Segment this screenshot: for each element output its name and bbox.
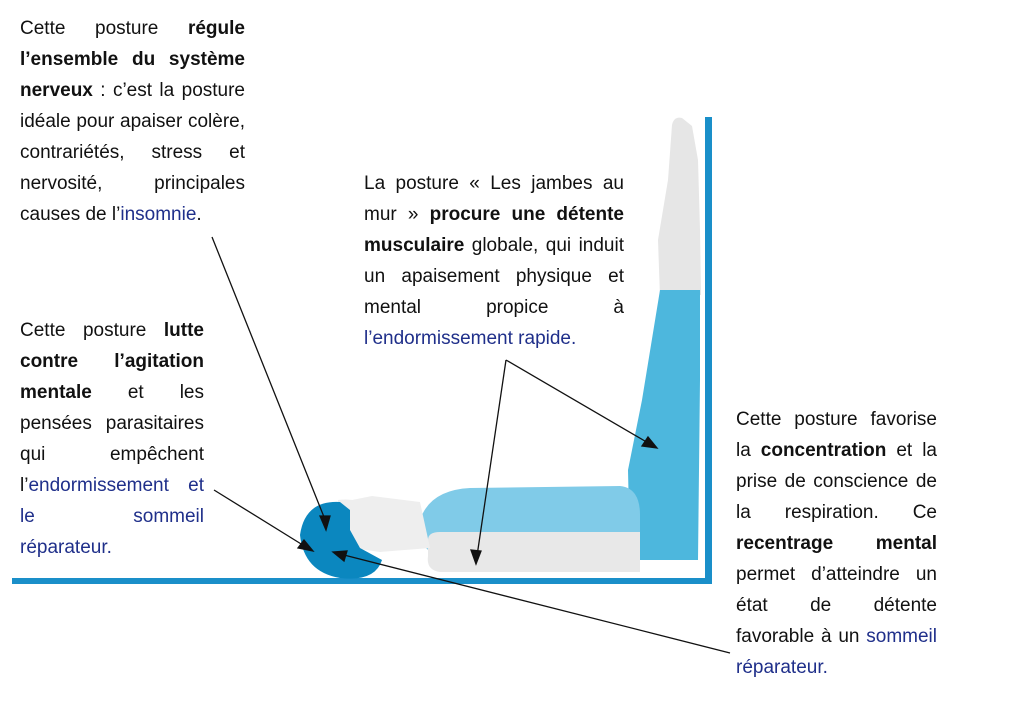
annotation-mid-left-text1: Cette posture xyxy=(20,320,164,341)
annotation-right xyxy=(736,404,937,683)
annotation-mid-left xyxy=(20,315,204,563)
annotation-center-text1: La posture « Les jambes au mur » xyxy=(364,173,624,225)
annotation-top-left xyxy=(20,13,245,230)
annotation-top-left-text2: : c’est la posture idéale pour apaiser colère, contrariétés, stress et nervosité, principales causes de l’ xyxy=(20,80,245,225)
annotation-right-bold1: concentration xyxy=(760,440,887,461)
annotation-right-text3: permet d’atteindre un état de détente favorable à un xyxy=(736,564,937,647)
annotation-right-link: sommeil réparateur. xyxy=(736,626,937,678)
arrow-top-left xyxy=(212,237,326,522)
annotation-center-link: l’endormissement rapide. xyxy=(364,328,577,349)
annotation-right-text1: Cette posture favorise la xyxy=(736,409,937,461)
annotation-center-text2: globale, qui induit un apaisement physique et mental propice à xyxy=(364,235,624,318)
annotation-right-bold2: recentrage mental xyxy=(736,533,937,554)
arrow-center-legs xyxy=(506,360,650,444)
annotation-top-left-text1: Cette posture xyxy=(20,18,188,39)
annotation-mid-left-text2: et les pensées parasitaires qui empêchent l’ xyxy=(20,382,204,496)
floor-line xyxy=(12,578,712,584)
annotation-top-left-bold: régule l’ensemble du système nerveux xyxy=(20,18,245,101)
annotation-top-left-text3: . xyxy=(196,204,202,225)
wall-line xyxy=(705,117,712,584)
annotation-mid-left-link: endormissement et le sommeil réparateur. xyxy=(20,475,204,558)
annotation-center-bold: procure une détente musculaire xyxy=(364,204,624,256)
figure-arm xyxy=(428,532,640,572)
annotation-center xyxy=(364,168,624,354)
arrow-mid-left xyxy=(214,490,306,547)
annotation-top-left-link: insomnie xyxy=(120,204,197,225)
annotation-mid-left-bold: lutte contre l’agitation mentale xyxy=(20,320,204,403)
figure-feet xyxy=(658,118,701,297)
annotation-right-text2: et la prise de conscience de la respiration. Ce xyxy=(736,440,937,523)
